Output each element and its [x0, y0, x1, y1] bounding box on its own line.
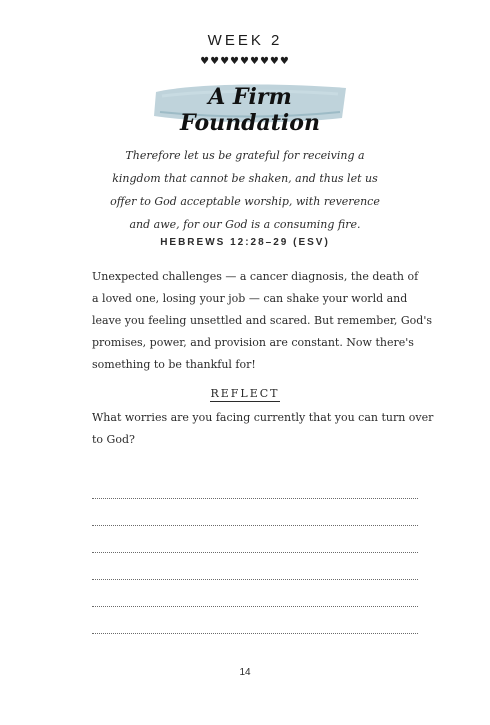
reflect-heading [0, 387, 490, 400]
paragraph-line: a loved one, losing your job — can shake your world and [92, 292, 408, 305]
verse-line: kingdom that cannot be shaken, and thus let us [112, 172, 378, 185]
prompt-line: What worries are you facing currently that you can turn over [92, 411, 434, 424]
scripture-verse [60, 144, 430, 236]
writing-line[interactable] [92, 499, 418, 526]
writing-line[interactable] [92, 472, 418, 499]
writing-area[interactable] [92, 472, 418, 634]
paragraph-line: something to be thankful for! [92, 358, 256, 371]
verse-line: offer to God acceptable worship, with reverence [110, 195, 380, 208]
paragraph-line: promises, power, and provision are constant. Now there's [92, 336, 414, 349]
reflect-heading-text: REFLECT [210, 387, 280, 400]
writing-line[interactable] [92, 553, 418, 580]
page-title: A Firm Foundation [180, 84, 320, 136]
page-number: 14 [239, 667, 251, 678]
paragraph-line: Unexpected challenges — a cancer diagnosis, the death of [92, 270, 419, 283]
verse-reference: HEBREWS 12:28–29 (ESV) [160, 237, 330, 248]
paragraph-line: leave you feeling unsettled and scared. But remember, God's [92, 314, 432, 327]
reflect-prompt [92, 407, 432, 451]
writing-line[interactable] [92, 526, 418, 553]
week-label: WEEK 2 [207, 32, 283, 49]
devotional-paragraph [92, 266, 432, 376]
prompt-line: to God? [92, 433, 135, 446]
title-banner [150, 78, 350, 136]
verse-line: and awe, for our God is a consuming fire. [129, 218, 361, 231]
writing-line[interactable] [92, 580, 418, 607]
writing-line[interactable] [92, 607, 418, 634]
verse-line: Therefore let us be grateful for receiving a [125, 149, 365, 162]
hearts-divider: ♥♥♥♥♥♥♥♥♥ [200, 56, 290, 67]
